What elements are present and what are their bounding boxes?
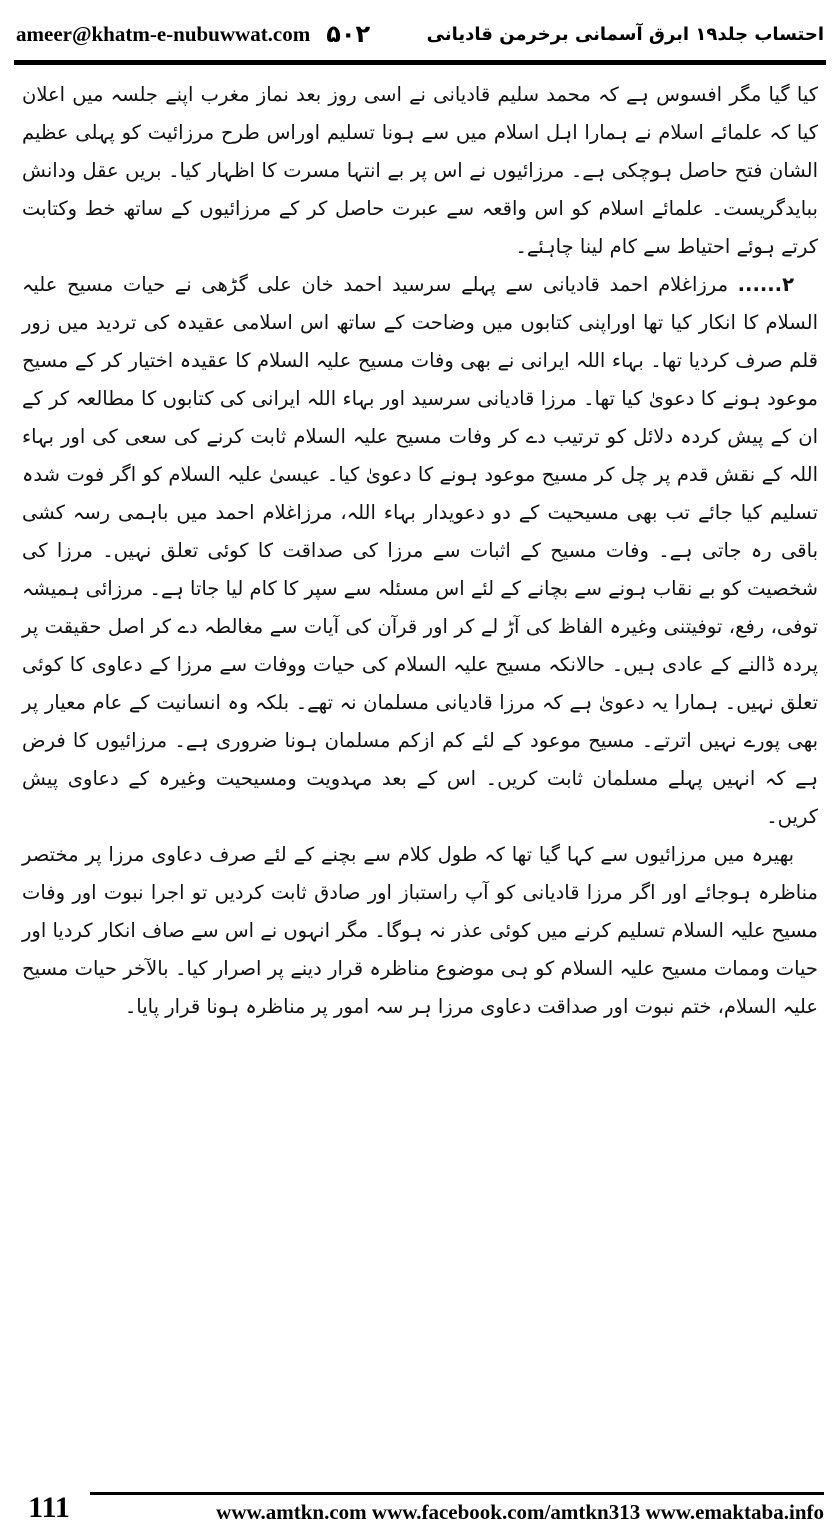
- paragraph-2-text: مرزاغلام احمد قادیانی سے پہلے سرسید احمد خان علی گڑھی نے حیات مسیح علیہ السلام کا انکار کیا تھا اوراپنی کتابوں میں وضاحت کے ساتھ اس اسلامی عقیدہ کی تردید میں زور قلم صرف کردیا تھا۔ بہاء اللہ ایرانی نے بھی وفات مسیح علیہ السلام کا عقیدہ اختیار کر کے مسیح موعود ہونے کا دعویٰ کیا تھا۔ مرزا قادیانی سرسید اور بہاء اللہ ایرانی کی کتابوں کا مطالعہ کر کے ان کے پیش کردہ دلائل کو ترتیب دے کر وفات مسیح علیہ السلام ثابت کرنے کی سعی کی اور بہاء اللہ کے نقش قدم پر چل کر مسیح موعود ہونے کا دعویٰ کیا۔ عیسیٰ علیہ السلام کو اگر فوت شدہ تسلیم کیا جائے تب بھی مسیحیت کے دو دعویدار بہاء اللہ، مرزاغلام احمد میں باہمی رسہ کشی باقی رہ جاتی ہے۔ وفات مسیح کے اثبات سے مرزا کی صداقت کا کوئی تعلق نہیں۔ مرزا کی شخصیت کو بے نقاب ہونے سے بچانے کے لئے اس مسئلہ سے سپر کا کام لیا جاتا ہے۔ مرزائی ہمیشہ توفی، رفع، توفیتنی وغیرہ الفاظ کی آڑ لے کر اور قرآن کی آیات سے مغالطہ دے کر اصل حقیقت پر پردہ ڈالنے کے عادی ہیں۔ حالانکہ مسیح علیہ السلام کی حیات ووفات سے مرزا کے دعاوی کا کوئی تعلق نہیں۔ ہمارا یہ دعویٰ ہے کہ مرزا قادیانی مسلمان نہ تھے۔ بلکہ وہ انسانیت کے عام معیار پر بھی پورے نہیں اترتے۔ مسیح موعود کے لئے کم ازکم مسلمان ہونا ضروری ہے۔ مرزائیوں کا فرض ہے کہ انہیں پہلے مسلمان ثابت کریں۔ اس کے بعد مہدویت ومسیحیت وغیرہ کے دعاوی پیش کریں۔: [22, 273, 818, 828]
- page-body: [22, 76, 818, 1026]
- header-email[interactable]: ameer@khatm-e-nubuwwat.com: [16, 21, 311, 46]
- page-footer: [0, 1482, 840, 1540]
- page-header: [16, 14, 824, 54]
- footer-links[interactable]: www.amtkn.com www.facebook.com/amtkn313 www.emaktaba.info: [216, 1500, 824, 1524]
- footer-rule: [90, 1492, 824, 1495]
- paragraph-2: [22, 266, 818, 836]
- header-left-group: [16, 20, 370, 48]
- header-book-title: احتساب جلد۱۹ ابرق آسمانی برخرمن قادیانی: [426, 23, 824, 45]
- header-page-number: ۵۰۲: [326, 20, 371, 48]
- paragraph-1: کیا گیا مگر افسوس ہے کہ محمد سلیم قادیانی نے اسی روز بعد نماز مغرب اپنے جلسہ میں اعلان کیا کہ علمائے اسلام نے ہمارا اہل اسلام میں سے ہونا تسلیم اوراس طرح مرزائیت کو پہلی عظیم الشان فتح حاصل ہوچکی ہے۔ مرزائیوں نے اس پر بے انتہا مسرت کا اظہار کیا۔ بریں عقل ودانش ببایدگریست۔ علمائے اسلام کو اس واقعہ سے عبرت حاصل کر کے مرزائیوں کے ساتھ خط وکتابت کرتے ہوئے احتیاط سے کام لینا چاہئے۔: [22, 83, 818, 258]
- footer-page-number: 111: [28, 1491, 70, 1524]
- item-number: ۲......: [737, 273, 794, 296]
- header-rule: [14, 60, 826, 65]
- paragraph-3: بھیرہ میں مرزائیوں سے کہا گیا تھا کہ طول کلام سے بچنے کے لئے صرف دعاوی مرزا پر مختصر مناظرہ ہوجائے اور اگر مرزا قادیانی کو آپ راستباز اور صادق ثابت کردیں تو اجرا نبوت اور وفات مسیح علیہ السلام تسلیم کرنے میں کوئی عذر نہ ہوگا۔ مگر انہوں نے اس سے صاف انکار کردیا اور حیات وممات مسیح علیہ السلام کو ہی موضوع مناظرہ قرار دینے پر اصرار کیا۔ بالآخر حیات مسیح علیہ السلام، ختم نبوت اور صداقت دعاوی مرزا ہر سہ امور پر مناظرہ ہونا قرار پایا۔: [22, 843, 818, 1018]
